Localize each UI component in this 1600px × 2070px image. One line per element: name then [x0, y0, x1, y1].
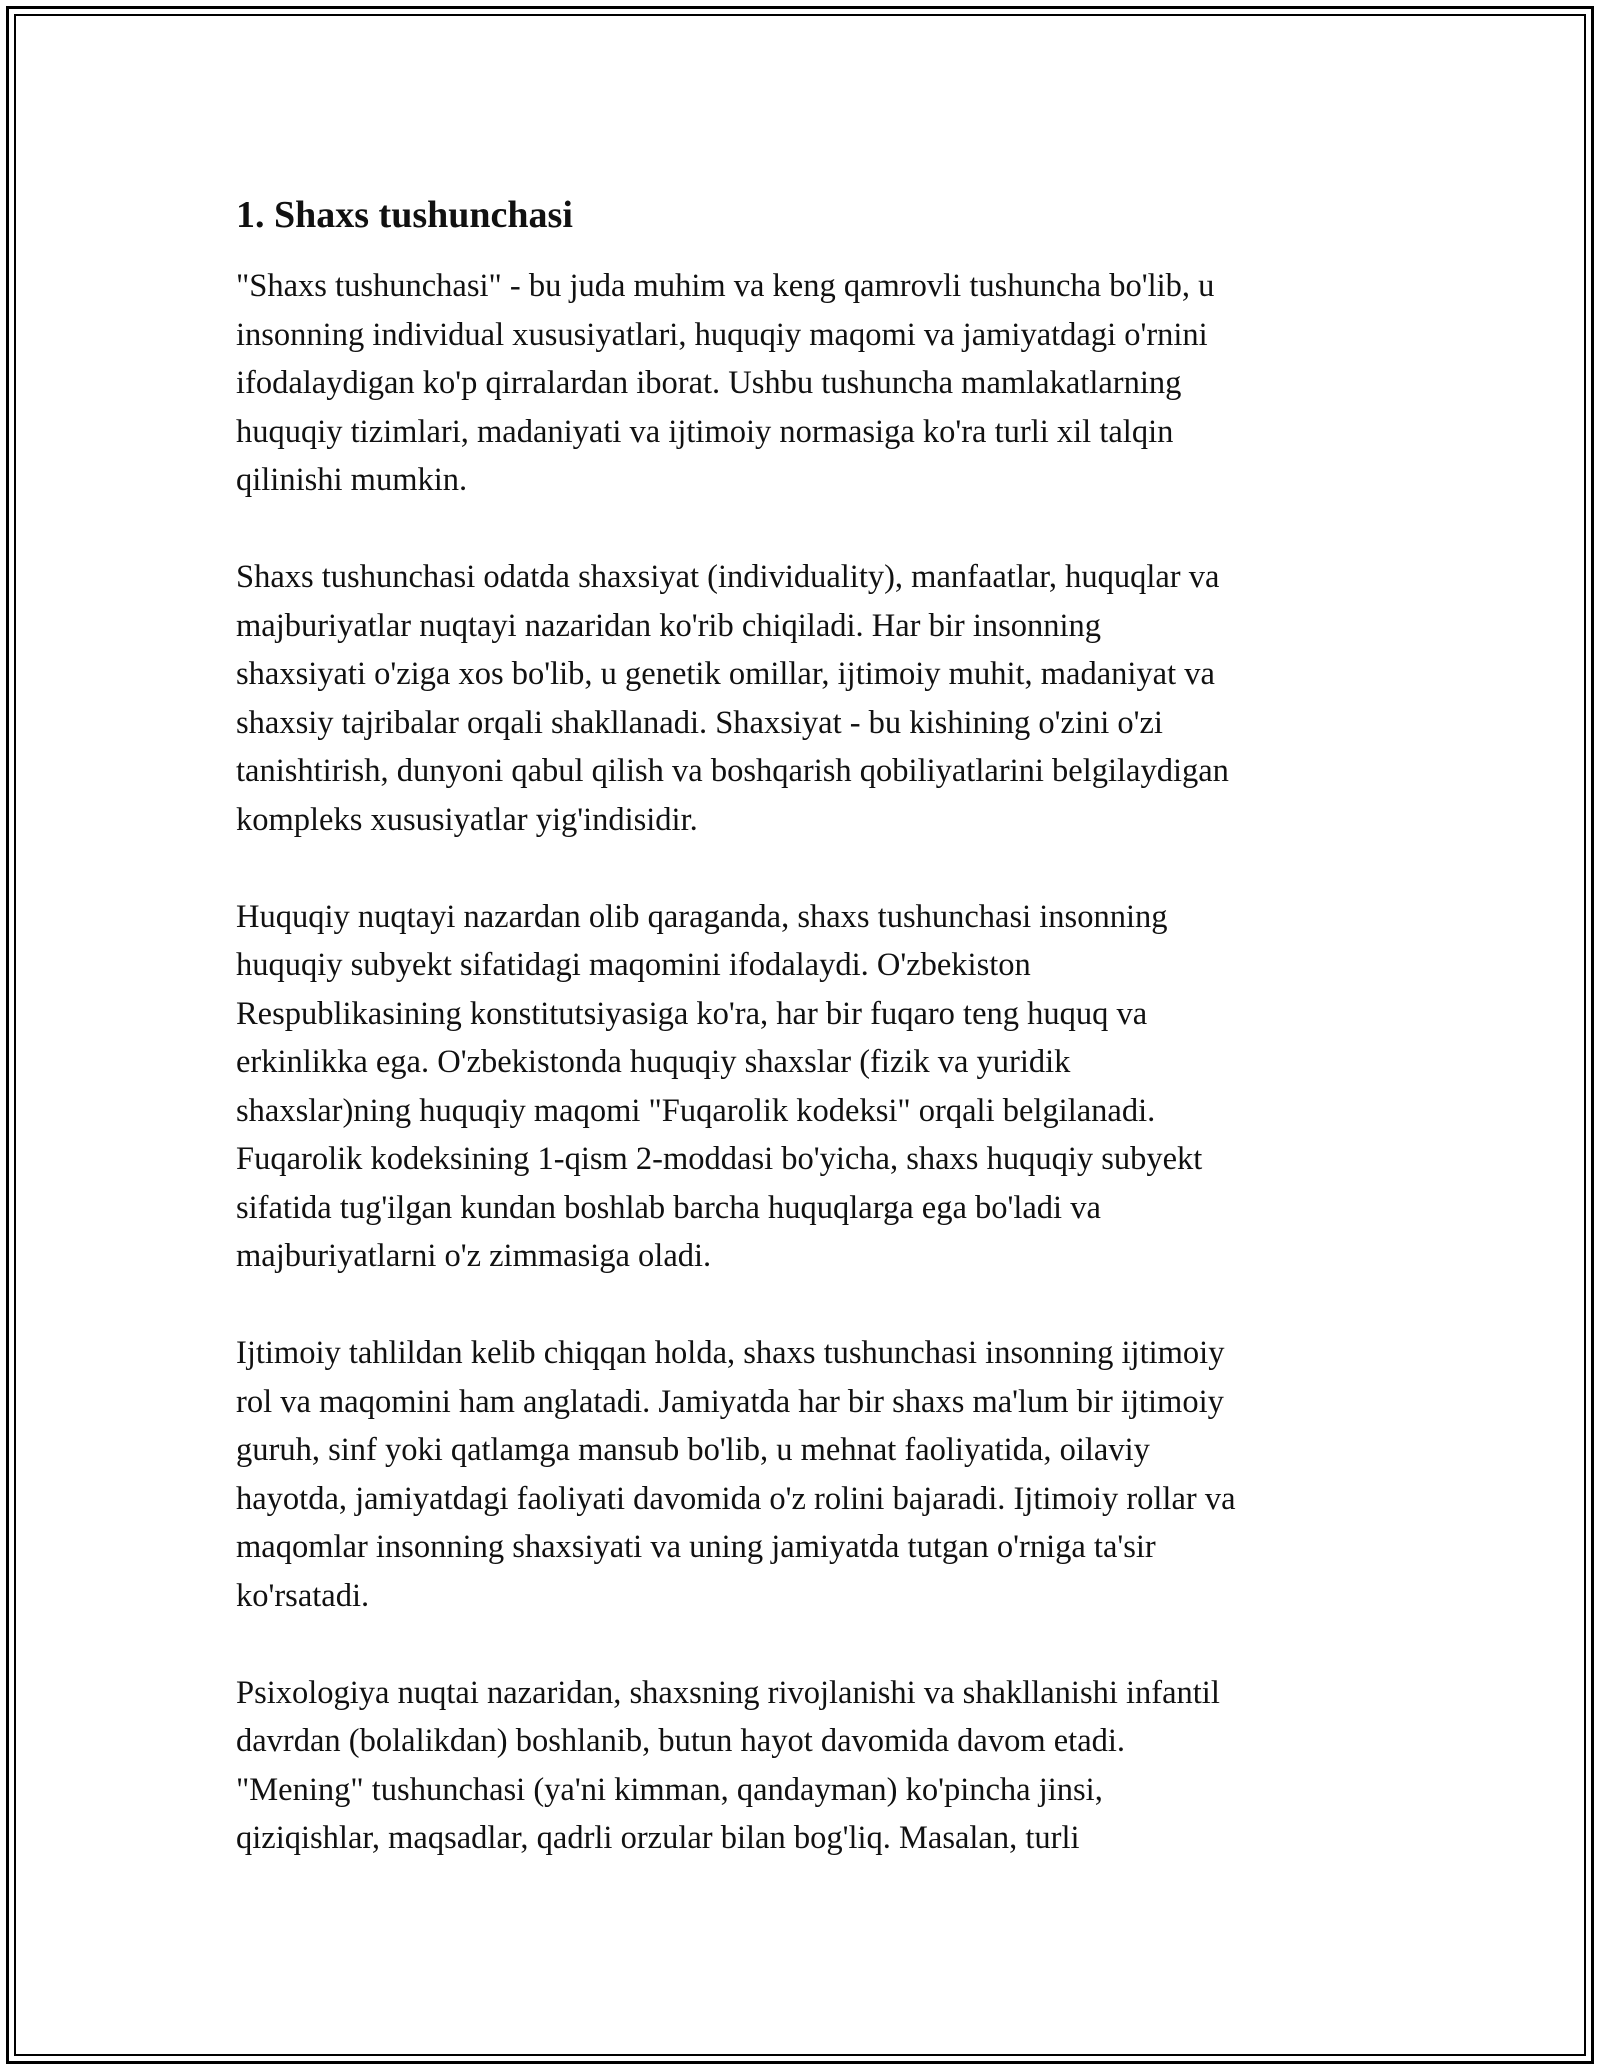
- text-line: qiziqishlar, maqsadlar, qadrli orzular bilan bog'liq. Masalan, turli: [236, 1820, 1080, 1856]
- text-line: erkinlikka ega. O'zbekistonda huquqiy shaxslar (fizik va yuridik: [236, 1044, 1071, 1080]
- text-line: guruh, sinf yoki qatlamga mansub bo'lib, u mehnat faoliyatida, oilaviy: [236, 1432, 1150, 1468]
- document-content: [236, 190, 1386, 1911]
- text-line: insonning individual xususiyatlari, huquqiy maqomi va jamiyatdagi o'rnini: [236, 316, 1208, 353]
- paragraph-3: [236, 893, 1386, 1281]
- paragraph-2: [236, 553, 1386, 844]
- paragraph-5: [236, 1669, 1386, 1863]
- text-line: ko'rsatadi.: [236, 1577, 370, 1614]
- paragraph-1: [236, 262, 1386, 505]
- text-line: rol va maqomini ham anglatadi. Jamiyatda har bir shaxs ma'lum bir ijtimoiy: [236, 1383, 1224, 1420]
- text-line: kompleks xususiyatlar yig'indisidir.: [236, 801, 698, 838]
- text-line: hayotda, jamiyatdagi faoliyati davomida o'z rolini bajaradi. Ijtimoiy rollar va: [236, 1480, 1236, 1517]
- text-line: Huquqiy nuqtayi nazardan olib qaraganda, shaxs tushunchasi insonning: [236, 898, 1168, 935]
- text-line: Psixologiya nuqtai nazaridan, shaxsning rivojlanishi va shakllanishi infantil: [236, 1674, 1220, 1711]
- text-line: ifodalaydigan ko'p qirralardan iborat. Ushbu tushuncha mamlakatlarning: [236, 365, 1182, 401]
- text-line: qilinishi mumkin.: [236, 462, 468, 498]
- text-line: Ijtimoiy tahlildan kelib chiqqan holda, shaxs tushunchasi insonning ijtimoiy: [236, 1335, 1225, 1371]
- text-line: sifatida tug'ilgan kundan boshlab barcha huquqlarga ega bo'ladi va: [236, 1189, 1101, 1226]
- text-line: shaxsiy tajribalar orqali shakllanadi. Shaxsiyat - bu kishining o'zini o'zi: [236, 704, 1163, 741]
- text-line: tanishtirish, dunyoni qabul qilish va boshqarish qobiliyatlarini belgilaydigan: [236, 753, 1229, 789]
- text-line: "Mening" tushunchasi (ya'ni kimman, qandayman) ko'pincha jinsi,: [236, 1771, 1103, 1808]
- text-line: Respublikasining konstitutsiyasiga ko'ra, har bir fuqaro teng huquq va: [236, 995, 1148, 1032]
- text-line: majburiyatlar nuqtayi nazaridan ko'rib chiqiladi. Har bir insonning: [236, 607, 1102, 644]
- text-line: davrdan (bolalikdan) boshlanib, butun hayot davomida davom etadi.: [236, 1723, 1126, 1759]
- text-line: huquqiy tizimlari, madaniyati va ijtimoiy normasiga ko'ra turli xil talqin: [236, 413, 1174, 450]
- section-heading: 1. Shaxs tushunchasi: [236, 194, 573, 236]
- text-line: maqomlar insonning shaxsiyati va uning jamiyatda tutgan o'rniga ta'sir: [236, 1529, 1156, 1565]
- text-line: shaxsiyati o'ziga xos bo'lib, u genetik omillar, ijtimoiy muhit, madaniyat va: [236, 656, 1215, 692]
- text-line: majburiyatlarni o'z zimmasiga oladi.: [236, 1238, 712, 1274]
- text-line: Shaxs tushunchasi odatda shaxsiyat (individuality), manfaatlar, huquqlar va: [236, 559, 1220, 595]
- text-line: "Shaxs tushunchasi" - bu juda muhim va keng qamrovli tushuncha bo'lib, u: [236, 268, 1215, 304]
- paragraph-4: [236, 1329, 1386, 1620]
- text-line: huquqiy subyekt sifatidagi maqomini ifodalaydi. O'zbekiston: [236, 947, 1031, 983]
- text-line: shaxslar)ning huquqiy maqomi "Fuqarolik kodeksi" orqali belgilanadi.: [236, 1092, 1156, 1129]
- text-line: Fuqarolik kodeksining 1-qism 2-moddasi bo'yicha, shaxs huquqiy subyekt: [236, 1141, 1203, 1177]
